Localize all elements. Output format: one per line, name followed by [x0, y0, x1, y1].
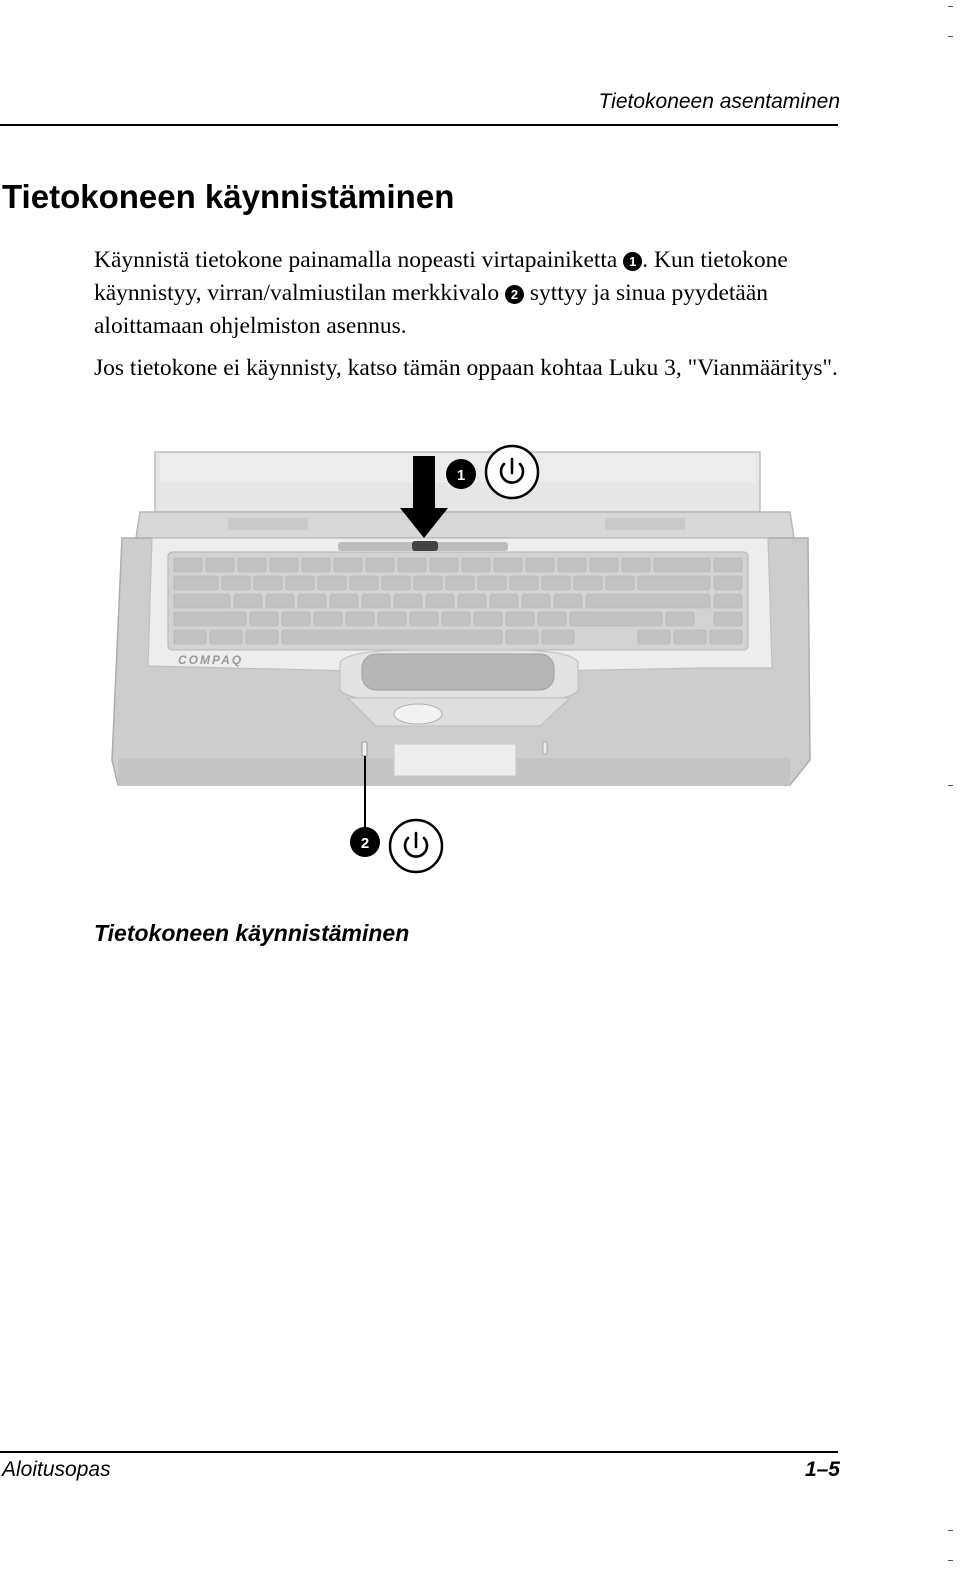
laptop-figure: [100, 440, 820, 900]
header-rule: [0, 124, 838, 126]
laptop-illustration: [100, 440, 820, 900]
scroll-button: [394, 704, 442, 724]
paragraph-1-part-2: . Kun tietokone käynnistyy, virran/valmiustilan merkkivalo: [94, 247, 788, 306]
callout-1-label: 1: [456, 467, 466, 484]
footer-document-name: Aloitusopas: [2, 1458, 111, 1481]
callout-1-marker: 1: [623, 252, 642, 271]
crop-mark: [948, 1530, 953, 1531]
crop-mark: [948, 6, 953, 7]
page-number: 1–5: [804, 1458, 840, 1481]
touchpad: [362, 654, 554, 690]
footer-rule: [0, 1451, 838, 1453]
section-heading: Tietokoneen käynnistäminen: [2, 178, 455, 215]
crop-mark: [948, 1560, 953, 1561]
callout-2-marker: 2: [505, 285, 524, 304]
paragraph-1-part-3: syttyy ja sinua pyydetään aloittamaan ohjelmiston asennus.: [94, 280, 769, 339]
figure-caption: Tietokoneen käynnistäminen: [94, 920, 410, 946]
power-button[interactable]: [412, 541, 438, 551]
crop-mark: [948, 36, 953, 37]
running-header: Tietokoneen asentaminen: [598, 90, 840, 113]
paragraph-1: [94, 244, 854, 343]
power-led: [362, 742, 367, 756]
power-icon: [486, 446, 538, 498]
paragraph-2: Jos tietokone ei käynnisty, katso tämän oppaan kohtaa Luku 3, "Vianmääritys".: [94, 355, 838, 381]
paragraph-1-part-1: Käynnistä tietokone painamalla nopeasti virtapainiketta: [94, 247, 624, 273]
power-icon: [390, 820, 442, 872]
crop-mark: [948, 785, 953, 786]
brand-logo: COMPAQ: [178, 653, 244, 667]
callout-2-label: 2: [360, 835, 370, 852]
